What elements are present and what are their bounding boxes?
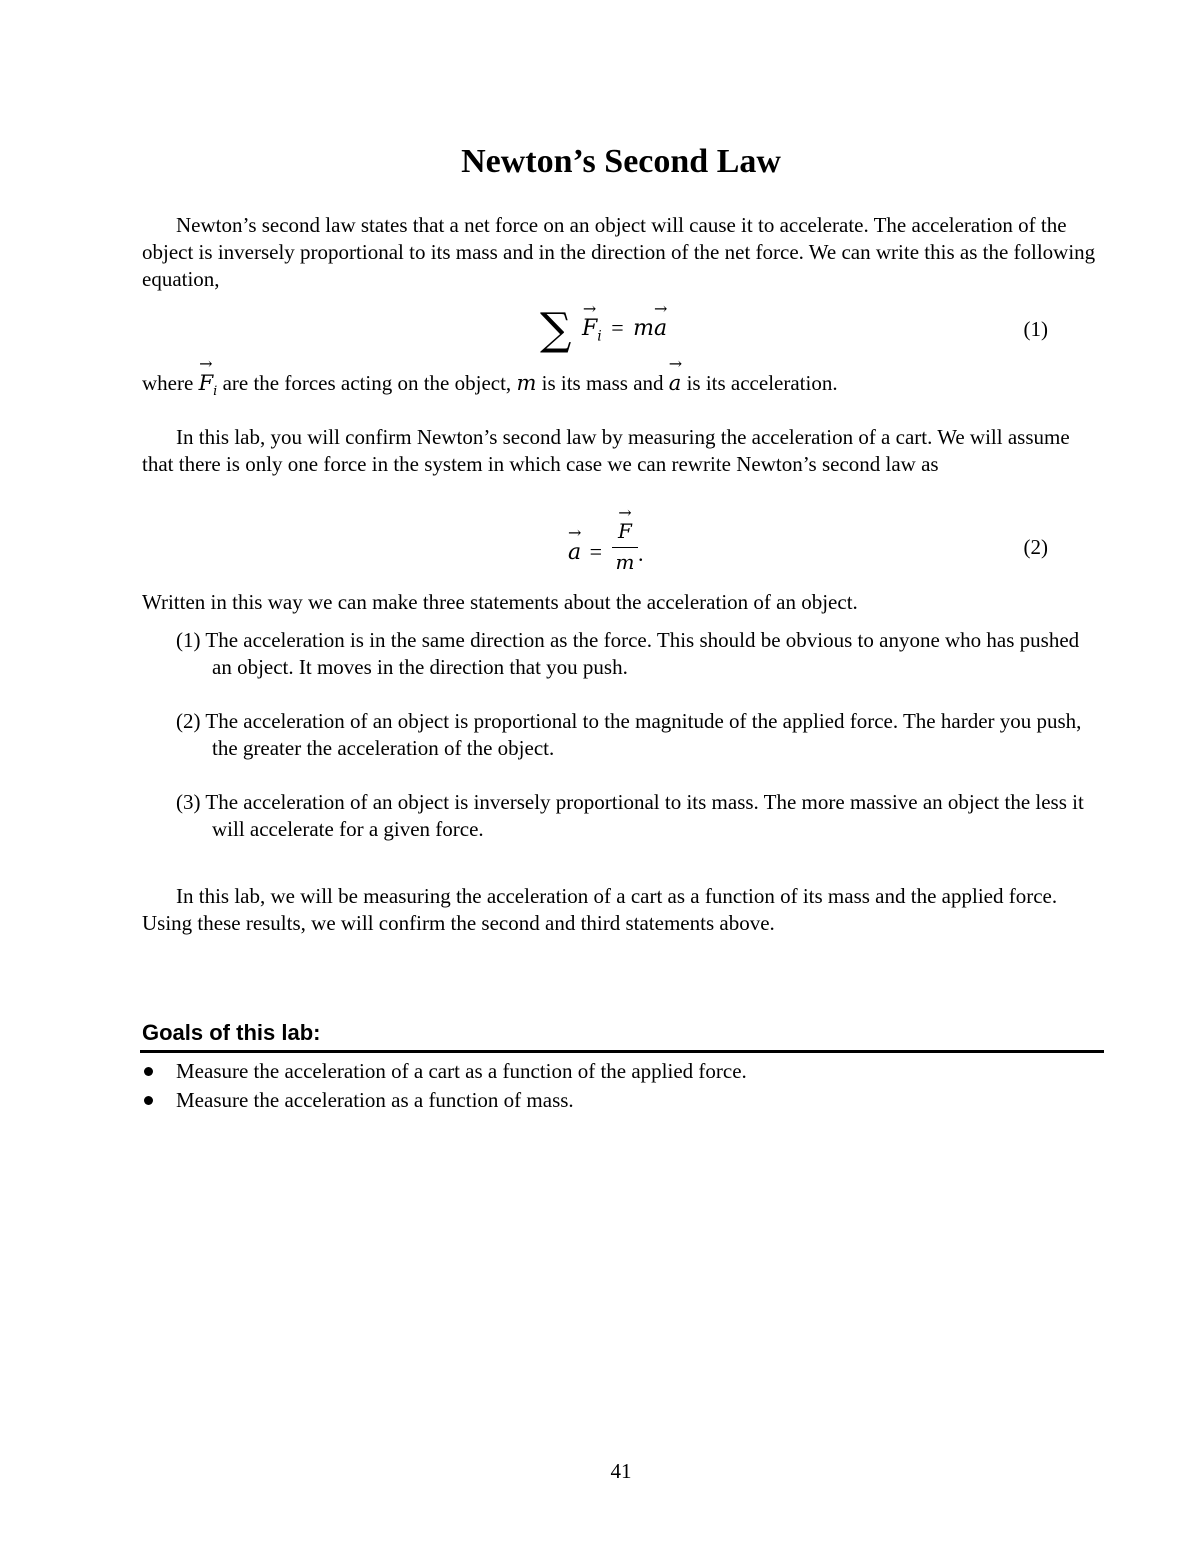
- goal-item: [142, 1057, 1102, 1086]
- statements-intro: Written in this way we can make three statements about the acceleration of an object.: [142, 590, 858, 614]
- force-vector-inline: → F: [199, 370, 214, 397]
- page-title: Newton’s Second Law: [461, 143, 781, 180]
- acceleration-vector-eq2: → a: [568, 539, 581, 566]
- equation-1-number: (1): [1023, 317, 1048, 341]
- where-line: [142, 370, 1102, 405]
- where-text-1: are the forces acting on the object,: [222, 371, 512, 395]
- statement-number: (3): [176, 790, 201, 814]
- fraction-bar: [612, 547, 638, 548]
- statement-text: The acceleration of an object is inversely proportional to its mass. The more massive an object the less it will accelerate for a given force.: [205, 790, 1084, 841]
- goals-heading: Goals of this lab:: [142, 1020, 321, 1045]
- equals-sign: =: [611, 315, 624, 340]
- statement-text: The acceleration of an object is proportional to the magnitude of the applied force. The harder you push, the greater the acceleration of the object.: [205, 709, 1082, 760]
- statement-item: [176, 627, 1096, 681]
- mass-symbol-inline: m: [516, 371, 537, 395]
- statement-text: The acceleration is in the same direction as the force. This should be obvious to anyone who has pushed an object. It moves in the direction that you push.: [205, 628, 1080, 679]
- mass-symbol: m: [633, 316, 655, 341]
- bullet-icon: [144, 1067, 153, 1076]
- summation-symbol: ∑: [540, 304, 572, 355]
- where-text-2: is its mass and: [541, 371, 664, 395]
- page-number: 41: [610, 1459, 632, 1483]
- where-text-3: is its acceleration.: [686, 371, 838, 395]
- goal-text: Measure the acceleration of a cart as a function of the applied force.: [176, 1059, 747, 1083]
- fraction-numerator: → F: [618, 519, 632, 543]
- lab-paragraph: In this lab, you will confirm Newton’s second law by measuring the acceleration of a cart. We will assume that there is only one force in the system in which case we can rewrite Newton’s second law as: [142, 425, 1070, 476]
- equation-1-body: [582, 314, 667, 350]
- statement-number: (2): [176, 709, 201, 733]
- force-vector: → F: [582, 315, 597, 342]
- acceleration-vector-inline: → a: [669, 370, 682, 397]
- bullet-icon: [144, 1096, 153, 1105]
- acceleration-vector: → a: [654, 315, 667, 342]
- equation-2-lhs: [568, 538, 605, 566]
- goal-item: [142, 1086, 1102, 1115]
- equation-2-number: (2): [1023, 535, 1048, 559]
- where-word: where: [142, 371, 194, 395]
- fraction: [612, 518, 638, 574]
- statements-list: [176, 627, 1096, 870]
- force-subscript-inline: i: [213, 384, 218, 400]
- goals-list: [142, 1057, 1102, 1115]
- goals-divider: [140, 1050, 1104, 1053]
- equation-2-period: .: [638, 541, 644, 566]
- statement-item: [176, 708, 1096, 762]
- equation-1: [142, 300, 1102, 360]
- statement-number: (1): [176, 628, 201, 652]
- goal-text: Measure the acceleration as a function of mass.: [176, 1088, 574, 1112]
- equals-sign-eq2: =: [589, 539, 603, 564]
- statement-item: [176, 789, 1096, 843]
- measurement-paragraph: In this lab, we will be measuring the acceleration of a cart as a function of its mass and the applied force. Using these results, we will confirm the second and third statements above.: [142, 884, 1058, 935]
- intro-paragraph: Newton’s second law states that a net force on an object will cause it to accelerate. The acceleration of the object is inversely proportional to its mass and in the direction of the net force. We can write this as the following equation,: [142, 213, 1096, 291]
- equation-2: [142, 514, 1102, 584]
- fraction-denominator: m: [615, 550, 635, 574]
- force-subscript: i: [597, 328, 602, 345]
